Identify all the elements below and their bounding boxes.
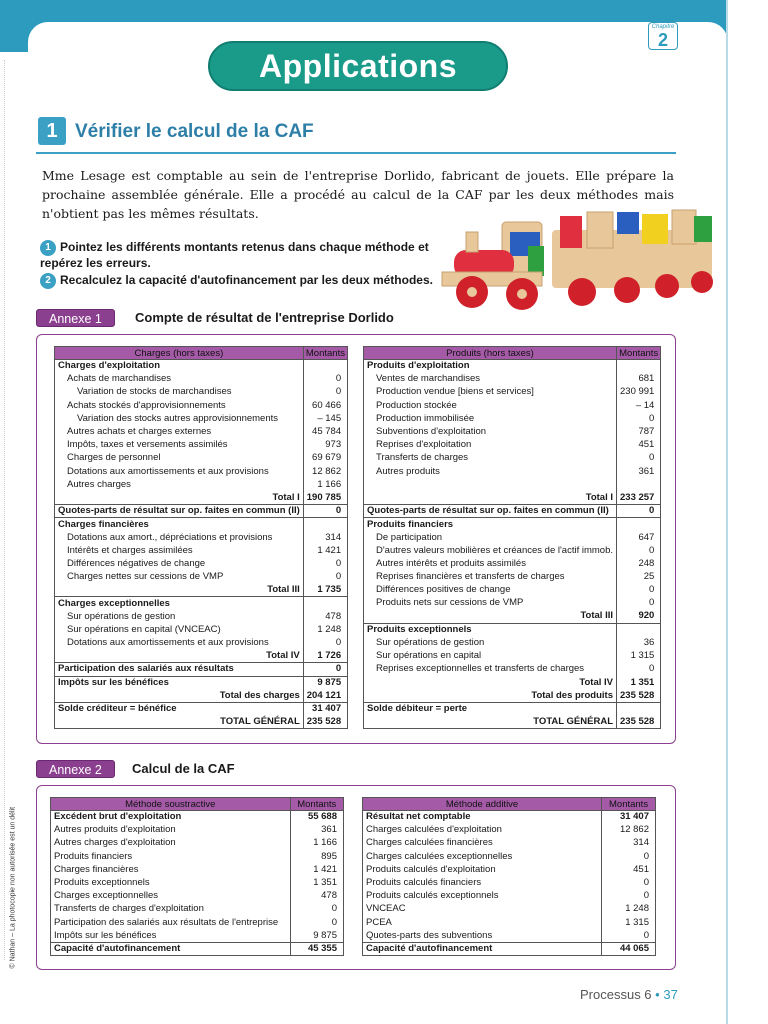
row-label: Produits calculés d'exploitation [363,863,602,876]
row-label: Reprises exceptionnelles et transferts de charges [364,663,617,676]
table-row [364,425,661,438]
row-amount [617,478,661,491]
row-label: Quotes-parts de résultat sur op. faites en commun (II) [55,505,304,518]
row-amount: 0 [303,636,347,649]
row-label: De participation [364,531,617,544]
chimney [466,232,478,252]
row-amount: 1 726 [303,650,347,663]
row-amount: 451 [602,863,656,876]
row-label: Reprises d'exploitation [364,439,617,452]
row-amount: 1 166 [290,837,343,850]
row-amount [617,623,661,636]
table-row [364,452,661,465]
annexe-1-title: Compte de résultat de l'entreprise Dorlido [135,310,394,325]
table-row [55,425,348,438]
row-label: Produits financiers [51,850,291,863]
row-label: Sur opérations de gestion [55,610,304,623]
table-row [363,942,656,955]
task-number: 1 [40,240,56,256]
table-row [55,676,348,689]
row-label: Achats stockés d'approvisionnements [55,399,304,412]
table-row [55,623,348,636]
table-row [55,452,348,465]
row-label: Impôts, taxes et versements assimilés [55,439,304,452]
row-amount [617,518,661,531]
row-label: D'autres valeurs mobilières et créances de l'actif immob. [364,544,617,557]
row-amount: 0 [617,663,661,676]
block-green [694,216,712,242]
table-row [364,439,661,452]
row-label: Reprises financières et transferts de charges [364,571,617,584]
table-row [364,689,661,702]
row-amount: 0 [617,412,661,425]
row-amount: 235 528 [303,716,347,729]
row-label: Différences positives de change [364,584,617,597]
row-amount: 235 528 [617,716,661,729]
task-1 [40,240,435,271]
row-amount: 478 [290,890,343,903]
table-row [55,584,348,597]
row-amount [617,360,661,373]
row-amount [303,597,347,610]
row-label: Autres charges [55,478,304,491]
row-amount: 478 [303,610,347,623]
table-row [51,863,344,876]
row-label: Total IV [364,676,617,689]
row-amount: 361 [617,465,661,478]
row-amount: 0 [303,373,347,386]
table-row [55,663,348,676]
row-label: Subventions d'exploitation [364,425,617,438]
wheel-hub [517,289,527,299]
wheel-hub [467,287,477,297]
table-row [55,610,348,623]
table-row [55,491,348,504]
table-row [55,505,348,518]
charges-header: Charges (hors taxes) [55,347,304,360]
table-row [51,811,344,824]
table-row [364,610,661,623]
table-row [363,890,656,903]
wheel [691,271,713,293]
footer-process: Processus 6 [580,987,652,1002]
row-label: Total des produits [364,689,617,702]
row-label: Capacité d'autofinancement [51,942,291,955]
row-label: Charges exceptionnelles [51,890,291,903]
row-amount: 0 [303,663,347,676]
row-amount: 1 248 [303,623,347,636]
row-label: Total des charges [55,689,304,702]
row-amount: 12 862 [303,465,347,478]
block-blue [617,212,639,234]
row-amount [303,360,347,373]
row-amount: 895 [290,850,343,863]
table-row [55,518,348,531]
table-row [55,386,348,399]
row-amount: 12 862 [602,824,656,837]
table-row [55,650,348,663]
row-amount: 0 [617,597,661,610]
methode-soustractive-table [50,797,344,956]
row-amount: 204 121 [303,689,347,702]
row-label: Résultat net comptable [363,811,602,824]
row-amount: 31 407 [602,811,656,824]
row-amount: 0 [617,584,661,597]
row-amount: 31 407 [303,702,347,715]
row-amount: 1 421 [303,544,347,557]
wheel [568,278,596,306]
table-row [363,811,656,824]
table-row [51,850,344,863]
table-row [363,929,656,942]
table-row [55,465,348,478]
row-amount: 55 688 [290,811,343,824]
copyright-notice: © Nathan – La photocopie non autorisée est un délit [9,806,17,969]
table-row [364,702,661,715]
table-row [55,399,348,412]
table-row [51,903,344,916]
row-amount: 45 784 [303,425,347,438]
row-label: Dotations aux amortissements et aux provisions [55,465,304,478]
table-row [363,903,656,916]
row-amount: 920 [617,610,661,623]
row-amount: 1 248 [602,903,656,916]
annexe-2-tag: Annexe 2 [36,760,115,778]
table-row [55,544,348,557]
task-text: Pointez les différents montants retenus dans chaque méthode et repérez les erreurs. [40,240,429,270]
table-row [364,650,661,663]
charges-table [54,346,348,729]
table-row [51,876,344,889]
row-label: TOTAL GÉNÉRAL [364,716,617,729]
intro-paragraph: Mme Lesage est comptable au sein de l'entreprise Dorlido, fabricant de jouets. Elle prépare la prochaine assemblée générale. Elle a procédé au calcul de la CAF par les deux méthodes mais n'obtient pas les mêmes résultats. [42,168,674,221]
table-row [364,360,661,373]
table-row [51,890,344,903]
row-label: Variation des stocks autres approvisionnements [55,412,304,425]
row-label: Participation des salariés aux résultats de l'entreprise [51,916,291,929]
table-row [55,412,348,425]
row-amount: 314 [303,531,347,544]
row-label: Total I [55,491,304,504]
table-row [364,465,661,478]
row-amount: 9 875 [290,929,343,942]
produits-table [363,346,661,729]
table-row [364,597,661,610]
wheel [655,274,679,298]
chapter-number: 2 [657,30,668,50]
table-row [364,491,661,504]
row-amount: 248 [617,557,661,570]
row-label: Sur opérations en capital [364,650,617,663]
row-amount: 0 [617,505,661,518]
section-title: Vérifier le calcul de la CAF [75,121,314,142]
row-amount: 0 [290,903,343,916]
row-label: Transferts de charges d'exploitation [51,903,291,916]
footer-separator: • [655,987,660,1002]
row-label: Intérêts et charges assimilées [55,544,304,557]
row-label: Sur opérations de gestion [364,636,617,649]
table-row [364,623,661,636]
row-amount: 647 [617,531,661,544]
right-margin-line [726,0,728,1024]
row-amount: 1 315 [617,650,661,663]
annexe-2-title: Calcul de la CAF [132,761,235,776]
chapter-badge [648,22,678,50]
row-label: TOTAL GÉNÉRAL [55,716,304,729]
row-label: VNCEAC [363,903,602,916]
row-amount: 0 [290,916,343,929]
block-yellow [642,214,668,244]
row-label: Dotations aux amortissements et aux provisions [55,636,304,649]
row-amount: 1 166 [303,478,347,491]
row-amount: 1 421 [290,863,343,876]
row-label: Produits calculés exceptionnels [363,890,602,903]
row-amount: 1 735 [303,584,347,597]
row-label: Autres intérêts et produits assimilés [364,557,617,570]
row-amount: 1 351 [290,876,343,889]
table-row [364,505,661,518]
row-label: Charges nettes sur cessions de VMP [55,571,304,584]
page-title: Applications [208,41,508,91]
row-label: Production immobilisée [364,412,617,425]
table-row [363,837,656,850]
amount-header: Montants [617,347,661,360]
row-label: Quotes-parts de résultat sur op. faites en commun (II) [364,505,617,518]
row-label: Différences négatives de change [55,557,304,570]
row-label: Charges exceptionnelles [55,597,304,610]
row-label: Dotations aux amort., dépréciations et provisions [55,531,304,544]
row-label [364,478,617,491]
row-label: Charges de personnel [55,452,304,465]
row-label: Produits exceptionnels [364,623,617,636]
row-label: PCEA [363,916,602,929]
row-label: Autres achats et charges externes [55,425,304,438]
row-amount: 361 [290,824,343,837]
chapter-label: Chapitre [651,24,675,30]
table-row [55,557,348,570]
toy-train-illustration [432,202,722,320]
row-label: Solde créditeur = bénéfice [55,702,304,715]
table-row [55,478,348,491]
table-row [364,636,661,649]
row-label: Produits nets sur cessions de VMP [364,597,617,610]
row-amount: 235 528 [617,689,661,702]
row-amount: 44 065 [602,942,656,955]
row-amount: 0 [602,850,656,863]
row-amount: 190 785 [303,491,347,504]
row-amount: 230 991 [617,386,661,399]
row-amount: 973 [303,439,347,452]
row-label: Impôts sur les bénéfices [55,676,304,689]
row-amount: 1 315 [602,916,656,929]
table-row [364,399,661,412]
row-label: Excédent brut d'exploitation [51,811,291,824]
page-number: 37 [663,987,678,1002]
row-label: Production stockée [364,399,617,412]
table-row [364,663,661,676]
row-label: Total I [364,491,617,504]
row-label: Autres charges d'exploitation [51,837,291,850]
table-row [51,916,344,929]
soustractive-header: Méthode soustractive [51,798,291,811]
row-amount: 60 466 [303,399,347,412]
table-row [55,531,348,544]
methode-additive-table [362,797,656,956]
row-amount: 0 [602,890,656,903]
row-label: Charges d'exploitation [55,360,304,373]
row-label: Total III [55,584,304,597]
row-amount: 9 875 [303,676,347,689]
row-label: Total IV [55,650,304,663]
amount-header: Montants [303,347,347,360]
task-text: Recalculez la capacité d'autofinancement par les deux méthodes. [60,273,433,287]
row-amount: 0 [303,557,347,570]
table-row [51,824,344,837]
table-row [364,544,661,557]
row-label: Produits d'exploitation [364,360,617,373]
table-row [364,571,661,584]
table-row [363,824,656,837]
row-label: Achats de marchandises [55,373,304,386]
row-label: Charges calculées financières [363,837,602,850]
row-amount: 0 [303,571,347,584]
table-row [364,584,661,597]
table-row [55,360,348,373]
row-label: Quotes-parts des subventions [363,929,602,942]
table-row [55,439,348,452]
row-label: Ventes de marchandises [364,373,617,386]
row-label: Transferts de charges [364,452,617,465]
table-row [55,716,348,729]
row-label: Charges calculées exceptionnelles [363,850,602,863]
row-label: Solde débiteur = perte [364,702,617,715]
page-footer [580,987,678,1002]
table-row [55,597,348,610]
row-label: Autres produits [364,465,617,478]
row-label: Production vendue [biens et services] [364,386,617,399]
row-amount: 787 [617,425,661,438]
row-label: Produits calculés financiers [363,876,602,889]
table-row [364,373,661,386]
wheel [614,277,640,303]
row-amount: – 145 [303,412,347,425]
row-amount: 451 [617,439,661,452]
table-row [363,850,656,863]
row-amount: 233 257 [617,491,661,504]
left-margin-line [4,60,5,960]
table-row [51,942,344,955]
row-label: Produits financiers [364,518,617,531]
amount-header: Montants [290,798,343,811]
row-label: Sur opérations en capital (VNCEAC) [55,623,304,636]
table-row [55,571,348,584]
row-label: Autres produits d'exploitation [51,824,291,837]
additive-header: Méthode additive [363,798,602,811]
row-amount: 45 355 [290,942,343,955]
amount-header: Montants [602,798,656,811]
row-amount: 314 [602,837,656,850]
row-amount: 25 [617,571,661,584]
row-label: Produits exceptionnels [51,876,291,889]
table-row [364,478,661,491]
task-2 [40,273,440,289]
row-amount: – 14 [617,399,661,412]
table-row [364,518,661,531]
table-row [51,837,344,850]
row-amount [617,702,661,715]
row-label: Impôts sur les bénéfices [51,929,291,942]
table-row [55,702,348,715]
row-label: Charges financières [55,518,304,531]
section-number: 1 [38,117,66,145]
table-row [55,636,348,649]
table-row [364,716,661,729]
produits-header: Produits (hors taxes) [364,347,617,360]
block-wood [672,210,696,244]
row-amount: 1 351 [617,676,661,689]
table-row [364,386,661,399]
table-row [363,863,656,876]
table-row [55,373,348,386]
table-row [364,412,661,425]
annexe-1-tag: Annexe 1 [36,309,115,327]
row-label: Variation de stocks de marchandises [55,386,304,399]
row-amount: 681 [617,373,661,386]
row-amount [303,518,347,531]
row-amount: 0 [617,452,661,465]
row-label: Charges calculées d'exploitation [363,824,602,837]
block-wood [587,212,613,248]
row-amount: 0 [303,505,347,518]
row-label: Charges financières [51,863,291,876]
row-amount: 0 [303,386,347,399]
table-row [364,676,661,689]
table-row [55,689,348,702]
table-row [363,876,656,889]
block-red [560,216,582,248]
row-amount: 0 [617,544,661,557]
row-amount: 36 [617,636,661,649]
row-label: Participation des salariés aux résultats [55,663,304,676]
table-row [364,531,661,544]
row-amount: 0 [602,876,656,889]
table-row [51,929,344,942]
table-row [363,916,656,929]
row-label: Total III [364,610,617,623]
row-amount: 69 679 [303,452,347,465]
row-label: Capacité d'autofinancement [363,942,602,955]
row-amount: 0 [602,929,656,942]
task-number: 2 [40,273,56,289]
table-row [364,557,661,570]
